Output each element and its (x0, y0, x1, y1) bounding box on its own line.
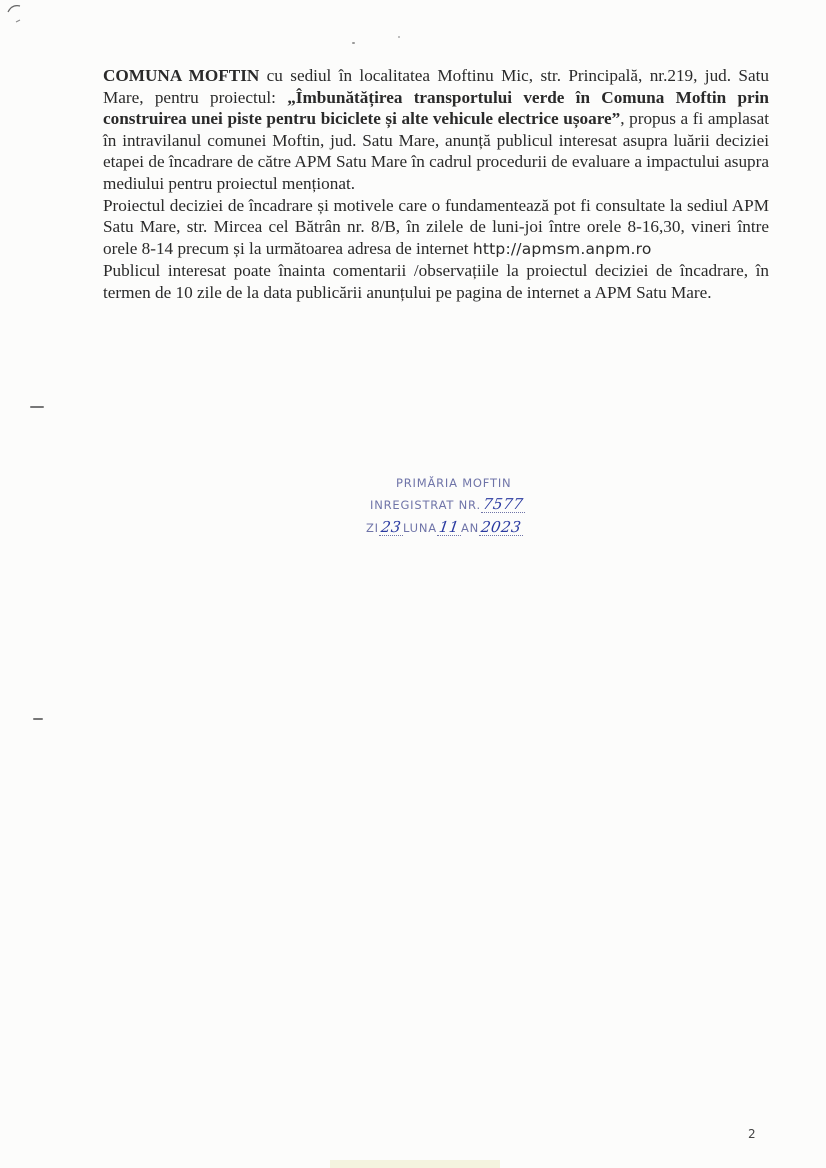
project-title: „Îmbunătățirea transportului verde în Comuna Moftin prin construirea unei piste pentru biciclete și alte vehicule electrice ușoare” (103, 87, 769, 129)
stamp-day: 23 (379, 518, 403, 536)
paragraph-text: cu sediul în localitatea Moftinu Mic, str. Principală, nr.219, jud. Satu Mare, pentru proiectul: (103, 66, 769, 107)
stamp-date-line (366, 518, 523, 536)
stamp-month: 11 (437, 518, 461, 536)
paragraph-project-announcement (103, 65, 769, 195)
announcement-text (103, 65, 769, 304)
paragraph-public-comments (103, 260, 769, 303)
stamp-registration-line (370, 495, 525, 513)
paragraph-text: , propus a fi amplasat în intravilanul comunei Moftin, jud. Satu Mare, anunță publicul interesat asupra luării deciziei etapei de încadrare de către APM Satu Mare în cadrul procedurii de evaluare a impactului asupra mediului pentru proiectul menționat. (103, 109, 769, 193)
scan-speck (398, 36, 400, 38)
organization-name: COMUNA MOFTIN (103, 66, 260, 85)
paragraph-text: Proiectul deciziei de încadrare și motivele care o fundamentează pot fi consultate la sediul APM Satu Mare, str. Mircea cel Bătrân nr. 8/B, în zilele de luni-joi între orele 8-16,30, vineri între orele 8-14 precum și la următoarea adresa de internet (103, 195, 769, 258)
stamp-year-label: AN (460, 521, 480, 535)
paragraph-consultation-info (103, 195, 769, 261)
scan-speck (33, 718, 43, 720)
scan-speck (352, 42, 355, 44)
website-link[interactable]: http://apmsm.anpm.ro (472, 239, 652, 258)
stamp-month-label: LUNA (402, 521, 437, 535)
scan-speck (30, 406, 44, 408)
stamp-title: PRIMĂRIA MOFTIN (396, 476, 512, 490)
scan-corner-mark (6, 2, 24, 32)
stamp-registered-label: INREGISTRAT NR. (370, 498, 481, 512)
page-number: 2 (748, 1127, 756, 1141)
stamp-registration-number: 7577 (481, 495, 525, 513)
scan-edge-tint (330, 1160, 500, 1168)
stamp-day-label: ZI (366, 521, 379, 535)
paragraph-text: Publicul interesat poate înainta comentarii /observațiile la proiectul deciziei de încadrare, în termen de 10 zile de la data publicării anunțului pe pagina de internet a APM Satu Mare. (103, 261, 769, 302)
stamp-year: 2023 (479, 518, 523, 536)
